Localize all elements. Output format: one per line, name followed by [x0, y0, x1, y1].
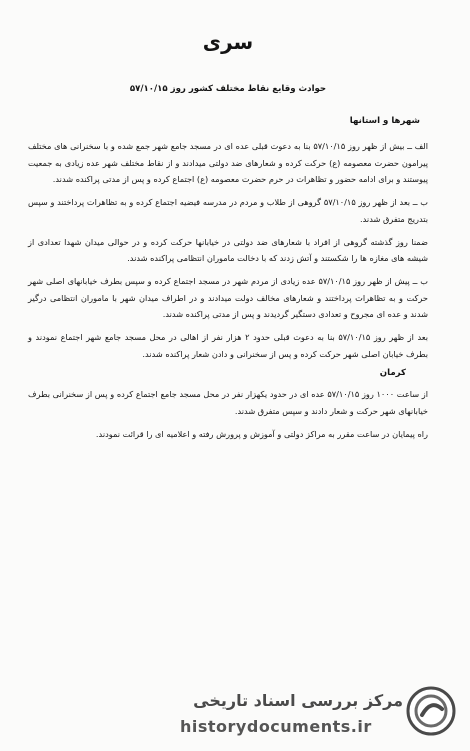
section-kerman: کرمان — [379, 368, 406, 379]
document-body — [28, 30, 428, 449]
paragraph-afternoon: بعد از ظهر روز ۵۷/۱۰/۱۵ بنا به دعوت قبلی حدود ۲ هزار نفر از اهالی در محل مسجد جامع شهر اجتماع نمودند و بطرف خیابان اصلی شهر حرکت کرده و پس از سخنرانی و دادن شعار پراکنده شدند. — [28, 332, 429, 359]
classification-header: سری — [202, 30, 254, 54]
watermark — [176, 683, 461, 743]
report-title: حوادث وقایع نقاط مختلف کشور روز ۵۷/۱۰/۱۵ — [129, 84, 327, 94]
paragraph-extra: ضمنا روز گذشته گروهی از افراد با شعارهای ضد دولتی در خیابانها حرکت کرده و در حوالی میدان شهدا تعدادی از شیشه های مغازه ها را شکستند و آتش زدند که با دخالت ماموران انتظامی پراکنده شدند. — [28, 236, 428, 264]
watermark-url-text: historydocuments.ir — [180, 717, 372, 736]
paragraph-be: ب ــ بعد از ظهر روز ۵۷/۱۰/۱۵ گروهی از طلاب و مردم در مدرسه فیضیه اجتماع کرده و به تظاهرات پرداختند و سپس بتدریج متفرق شدند. — [28, 197, 429, 224]
paragraph-kerman-2: راه پیمایان در ساعت مقرر به مراکز دولتی و آموزش و پرورش رفته و اعلامیه ای را قرائت نمودند. — [95, 428, 428, 439]
paragraph-kerman-1: از ساعت ۱۰۰۰ روز ۵۷/۱۰/۱۵ عده ای در حدود یکهزار نفر در محل مسجد جامع اجتماع کرده و پس از سخنرانی بطرف خیابانهای شهر حرکت و شعار دادند و سپس متفرق شدند. — [28, 389, 428, 417]
watermark-persian-text: مرکز بررسی اسناد تاریخی — [193, 691, 403, 710]
archive-logo-icon — [405, 685, 457, 737]
paragraph-alef: الف ــ بیش از ظهر روز ۵۷/۱۰/۱۵ بنا به دعوت قبلی عده ای در مسجد جامع شهر جمع شده و با سخنرانی های مختلف پیرامون حضرت معصومه (ع) حرکت کرده و شعارهای ضد دولتی میدادند و از نقاط مختلف شهر عده زیادی به جمعیت پیوستند و برای ادامه حضور و تظاهرات در حرم حضرت معصومه (ع) اجتماع کرده و پس از مدتی پراکنده شدند. — [28, 141, 428, 185]
paragraph-be-2: ب ــ پیش از ظهر روز ۵۷/۱۰/۱۵ عده زیادی از مردم شهر در مسجد اجتماع کرده و سپس بطرف خیابانهای اصلی شهر حرکت و به تظاهرات پرداختند و شعارهای مخالف دولت میدادند و در اطراف میدان شهر با ماموران انتظامی درگیر شدند و عده ای مجروح و تعدادی دستگیر گردیدند و پس از مدتی پراکنده شدند. — [28, 275, 428, 320]
section-subtitle: شهرها و استانها — [349, 116, 420, 126]
